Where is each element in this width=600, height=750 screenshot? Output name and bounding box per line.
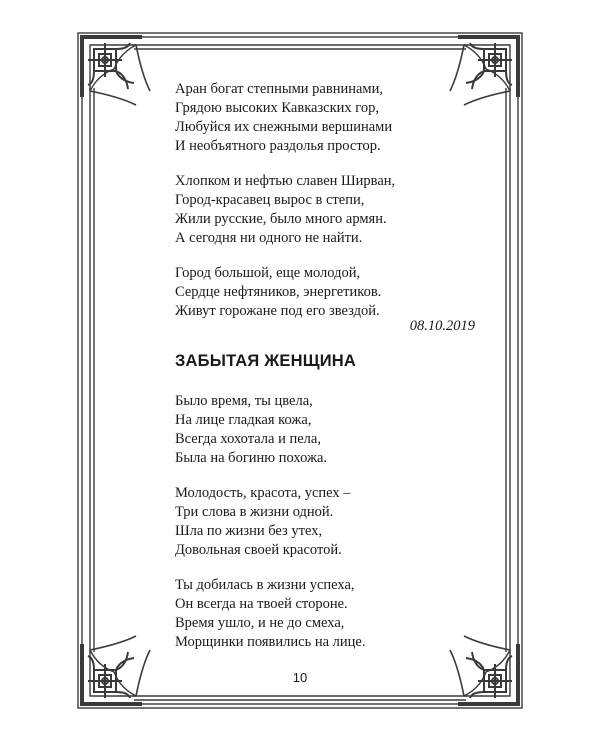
poem-line: Он всегда на твоей стороне.	[175, 596, 348, 612]
poem-line: Три слова в жизни одной.	[175, 504, 334, 520]
poem-line: Время ушло, и не до смеха,	[175, 615, 345, 631]
poem-date: 08.10.2019	[409, 318, 475, 334]
poem-forgotten-woman	[175, 392, 475, 668]
poem-line: А сегодня ни одного не найти.	[175, 230, 363, 246]
poem-title: ЗАБЫТАЯ ЖЕНЩИНА	[175, 352, 357, 370]
poem-aran	[175, 80, 475, 337]
poem-line: Сердце нефтяников, энергетиков.	[175, 284, 382, 300]
poem-line: Ты добилась в жизни успеха,	[175, 577, 355, 593]
poem-line: Аран богат степными равнинами,	[175, 81, 383, 97]
poem-line: Молодость, красота, успех –	[175, 485, 351, 501]
poem-line: Живут горожане под его звездой.	[175, 303, 380, 319]
poem-line: Грядою высоких Кавказских гор,	[175, 100, 380, 116]
poem-line: Довольная своей красотой.	[175, 542, 342, 558]
poem-line: Жили русские, было много армян.	[175, 211, 387, 227]
poem-line: Всегда хохотала и пела,	[175, 431, 321, 447]
stanza-1	[175, 392, 475, 468]
stanza-3	[175, 576, 475, 652]
stanza-2	[175, 484, 475, 560]
poem-line: Хлопком и нефтью славен Ширван,	[175, 173, 396, 189]
page-number: 10	[292, 670, 308, 685]
poem-line: И необъятного раздолья простор.	[175, 138, 381, 154]
poem-line: Город большой, еще молодой,	[175, 265, 361, 281]
stanza-3	[175, 264, 475, 321]
poem-line: Было время, ты цвела,	[175, 393, 313, 409]
stanza-1	[175, 80, 475, 156]
poem-line: На лице гладкая кожа,	[175, 412, 312, 428]
poem-line: Была на богиню похожа.	[175, 450, 328, 466]
poem-line: Любуйся их снежными вершинами	[175, 119, 393, 135]
poem-line: Шла по жизни без утех,	[175, 523, 323, 539]
stanza-2	[175, 172, 475, 248]
poem-line: Город-красавец вырос в степи,	[175, 192, 365, 208]
poem-line: Морщинки появились на лице.	[175, 634, 366, 650]
